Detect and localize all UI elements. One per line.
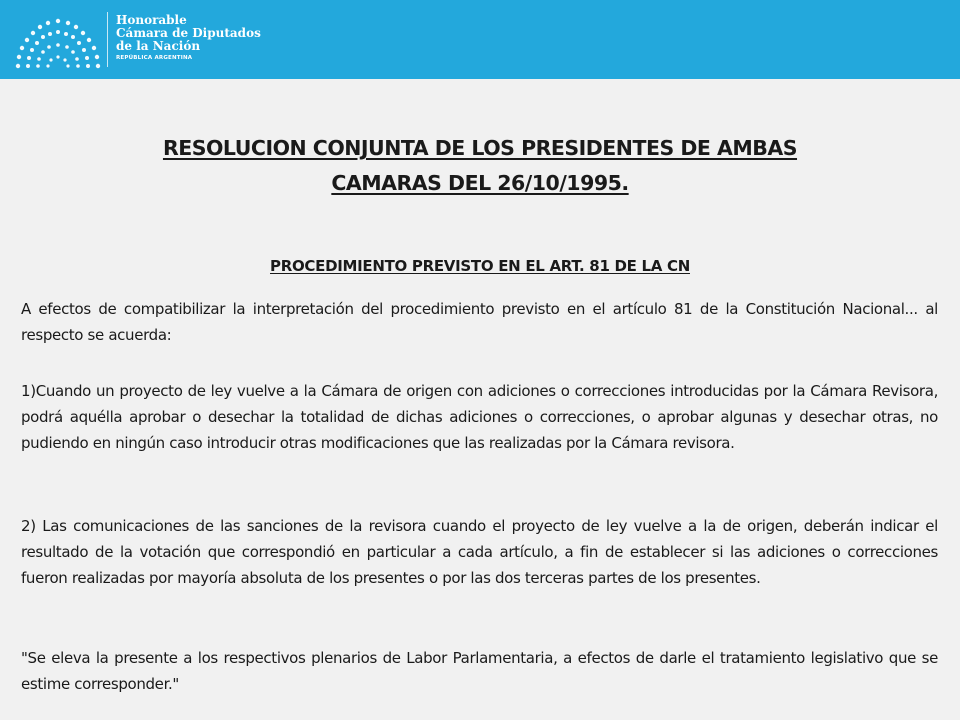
title-line-1: RESOLUCION CONJUNTA DE LOS PRESIDENTES DE AMBAS [162, 136, 798, 160]
paragraph-point-1: 1)Cuando un proyecto de ley vuelve a la Cámara de origen con adiciones o correcciones introducidas por la Cámara Revisora, podrá aquélla aprobar o desechar la totalidad de dichas adiciones o correcciones, o aprobar algunas y desechar otras, no pudiendo en ningún caso introducir otras modificaciones que las realizadas por la Cámara revisora. [21, 382, 938, 452]
paragraph-closing: "Se eleva la presente a los respectivos plenarios de Labor Parlamentaria, a efectos de darle el tratamiento legislativo que se estime corresponder." [21, 649, 938, 693]
logo-line-2: Cámara de Diputados [116, 26, 261, 40]
logo-line-3: de la Nación [116, 39, 201, 53]
logo-country: REPÚBLICA ARGENTINA [116, 55, 193, 61]
document-subtitle: PROCEDIMIENTO PREVISTO EN EL ART. 81 DE LA CN [270, 257, 690, 275]
title-line-2: CAMARAS DEL 26/10/1995. [331, 171, 629, 195]
logo-line-1: Honorable [116, 13, 187, 27]
logo-divider [107, 12, 108, 67]
paragraph-intro: A efectos de compatibilizar la interpretación del procedimiento previsto en el artículo 81 de la Constitución Nacional... al respecto se acuerda: [21, 300, 938, 344]
paragraph-point-2: 2) Las comunicaciones de las sanciones de la revisora cuando el proyecto de ley vuelve a la de origen, deberán indicar el resultado de la votación que correspondió en particular a cada artículo, a fin de establecer si las adiciones o correcciones fueron realizadas por mayoría absoluta de los presentes o por las dos terceras partes de los presentes. [21, 517, 938, 587]
document-title [60, 131, 900, 201]
header-banner [0, 0, 960, 79]
institution-logo-text [116, 14, 261, 61]
chamber-hemicycle-icon [12, 8, 104, 70]
